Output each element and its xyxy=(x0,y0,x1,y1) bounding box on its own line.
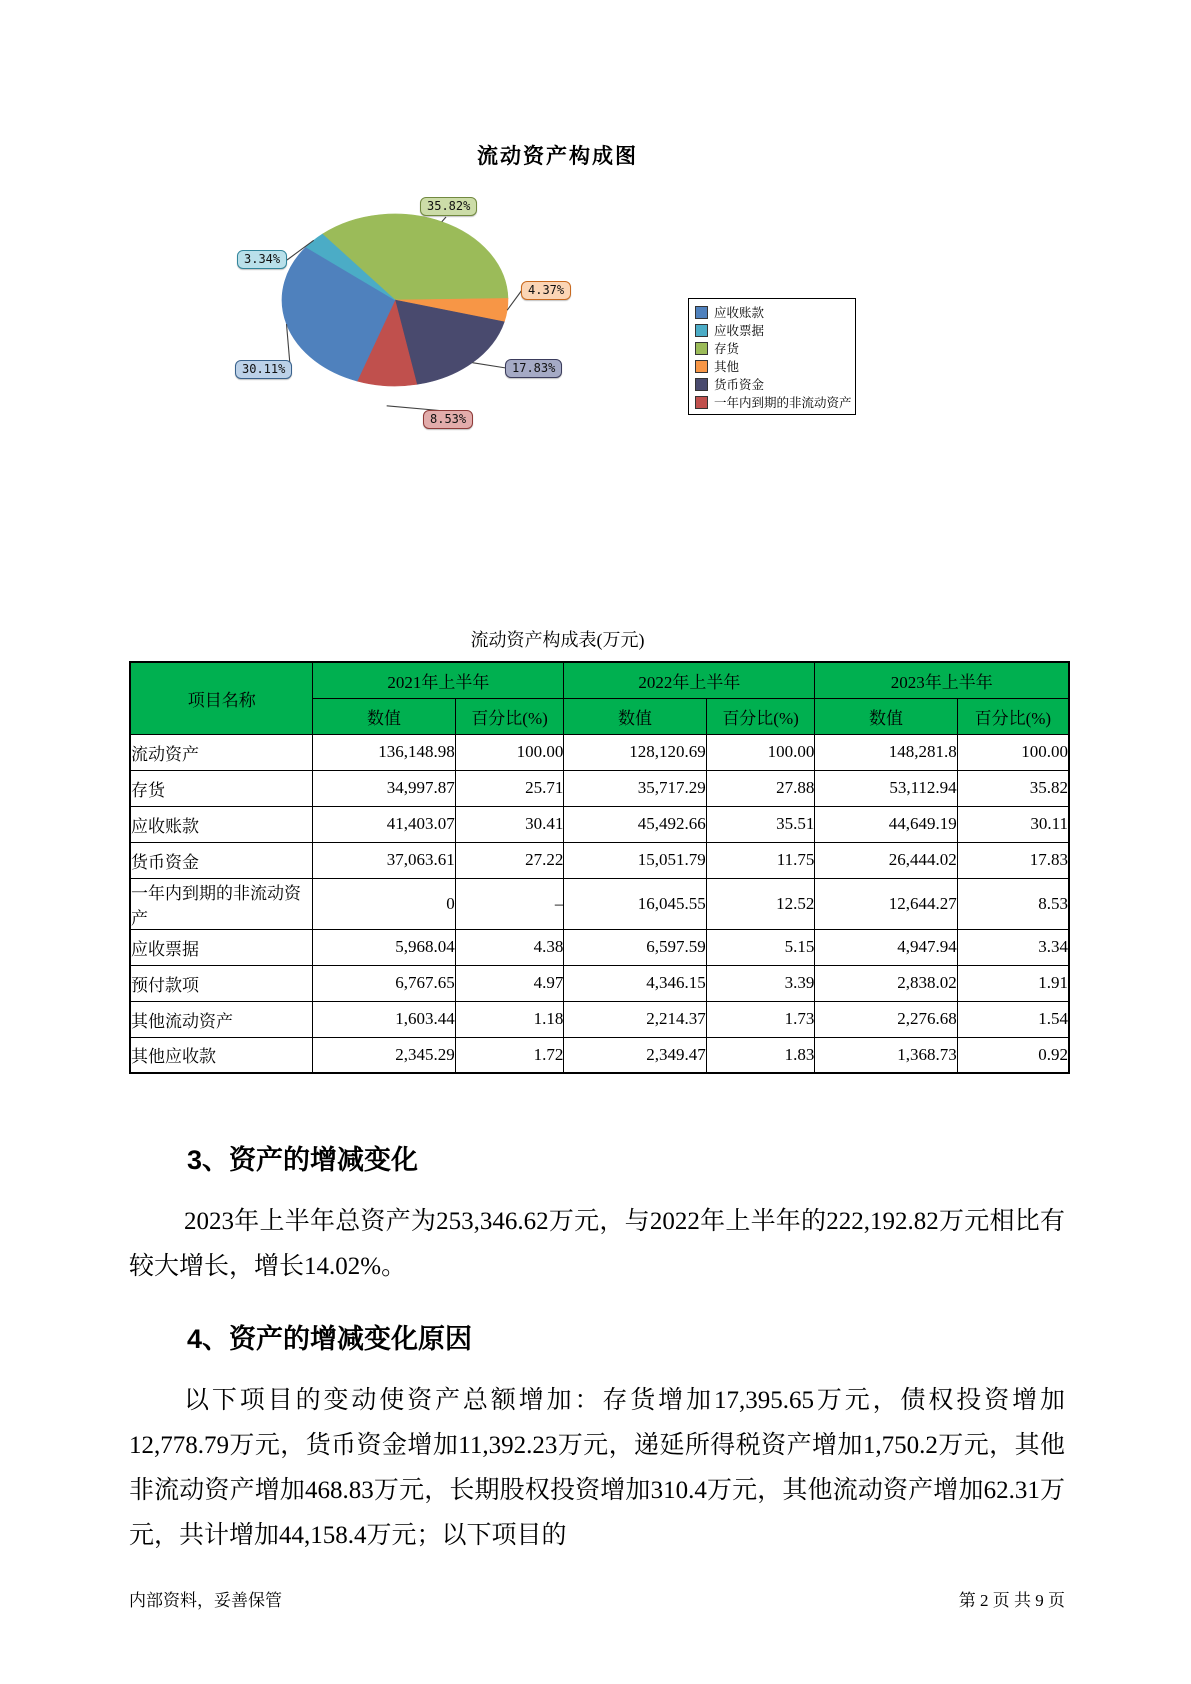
cell-2021-value: 2,345.29 xyxy=(313,1037,455,1073)
row-item-name: 应收票据 xyxy=(130,929,313,965)
cell-2022-pct: 5.15 xyxy=(706,929,815,965)
cell-2022-value: 2,214.37 xyxy=(564,1001,706,1037)
cell-2023-value: 44,649.19 xyxy=(815,806,957,842)
col-header-value: 数值 xyxy=(815,698,957,734)
cell-2021-value: 34,997.87 xyxy=(313,770,455,806)
cell-2021-pct: 100.00 xyxy=(455,734,564,770)
cell-2023-pct: 17.83 xyxy=(957,842,1069,878)
current-assets-table xyxy=(129,661,1070,1074)
footer-page-number: 第 2 页 共 9 页 xyxy=(958,1591,1065,1610)
cell-2023-pct: 35.82 xyxy=(957,770,1069,806)
pie-label-receivables: 30.11% xyxy=(235,360,292,379)
cell-2023-value: 1,368.73 xyxy=(815,1037,957,1073)
section-paragraph-4: 以下项目的变动使资产总额增加：存货增加17,395.65万元，债权投资增加12,778.79万元，货币资金增加11,392.23万元，递延所得税资产增加1,750.2万元，其他非流动资产增加468.83万元，长期股权投资增加310.4万元，其他流动资产增加62.31万元，共计增加44,158.4万元；以下项目的 xyxy=(129,1387,1065,1549)
cell-2023-value: 53,112.94 xyxy=(815,770,957,806)
row-item-name: 其他应收款 xyxy=(130,1037,313,1073)
cell-2021-value: 37,063.61 xyxy=(313,842,455,878)
legend-swatch-noncurrent-due-icon xyxy=(695,396,708,409)
row-item-name: 存货 xyxy=(130,770,313,806)
table-row xyxy=(130,1037,1069,1073)
cell-2023-value: 148,281.8 xyxy=(815,734,957,770)
table-title: 流动资产构成表(万元) xyxy=(470,630,645,650)
table-header-row xyxy=(130,662,1069,698)
legend-label: 一年内到期的非流动资产 xyxy=(714,396,852,410)
legend-swatch-inventory-icon xyxy=(695,342,708,355)
legend-item-inventory xyxy=(695,339,849,357)
col-group-2023: 2023年上半年 xyxy=(815,662,1069,698)
legend-label: 其他 xyxy=(714,360,740,374)
section-heading-3: 3、资产的增减变化 xyxy=(187,1145,419,1175)
table-row xyxy=(130,842,1069,878)
legend-swatch-receivables-icon xyxy=(695,306,708,319)
cell-2023-value: 2,838.02 xyxy=(815,965,957,1001)
cell-2021-pct: 27.22 xyxy=(455,842,564,878)
cell-2021-pct: 30.41 xyxy=(455,806,564,842)
pie-label-notes: 3.34% xyxy=(237,250,287,269)
cell-2023-pct: 8.53 xyxy=(957,878,1069,929)
col-group-2021: 2021年上半年 xyxy=(313,662,564,698)
cell-2021-value: 0 xyxy=(313,878,455,929)
page-footer xyxy=(129,1586,1065,1611)
legend-item-notes xyxy=(695,321,849,339)
cell-2022-pct: 35.51 xyxy=(706,806,815,842)
pie-chart xyxy=(200,170,600,450)
cell-2023-value: 4,947.94 xyxy=(815,929,957,965)
cell-2022-value: 16,045.55 xyxy=(564,878,706,929)
table-row xyxy=(130,1001,1069,1037)
cell-2022-pct: 1.83 xyxy=(706,1037,815,1073)
legend-label: 应收票据 xyxy=(714,324,765,338)
chart-legend xyxy=(688,298,856,415)
table-row xyxy=(130,806,1069,842)
cell-2022-pct: 1.73 xyxy=(706,1001,815,1037)
cell-2022-value: 2,349.47 xyxy=(564,1037,706,1073)
cell-2023-pct: 30.11 xyxy=(957,806,1069,842)
legend-item-cash xyxy=(695,375,849,393)
col-header-value: 数值 xyxy=(564,698,706,734)
cell-2022-value: 128,120.69 xyxy=(564,734,706,770)
cell-2022-pct: 27.88 xyxy=(706,770,815,806)
col-group-2022: 2022年上半年 xyxy=(564,662,815,698)
legend-swatch-other-icon xyxy=(695,360,708,373)
cell-2021-value: 5,968.04 xyxy=(313,929,455,965)
footer-confidential-note: 内部资料，妥善保管 xyxy=(129,1591,282,1610)
row-item-name: 应收账款 xyxy=(130,806,313,842)
cell-2023-pct: 3.34 xyxy=(957,929,1069,965)
cell-2021-value: 6,767.65 xyxy=(313,965,455,1001)
cell-2022-value: 45,492.66 xyxy=(564,806,706,842)
row-item-name: 预付款项 xyxy=(130,965,313,1001)
col-header-pct: 百分比(%) xyxy=(957,698,1069,734)
cell-2021-pct: – xyxy=(455,878,564,929)
cell-2021-value: 1,603.44 xyxy=(313,1001,455,1037)
row-item-name: 货币资金 xyxy=(130,842,313,878)
cell-2023-pct: 0.92 xyxy=(957,1037,1069,1073)
cell-2023-pct: 1.54 xyxy=(957,1001,1069,1037)
cell-2022-value: 35,717.29 xyxy=(564,770,706,806)
legend-item-other xyxy=(695,357,849,375)
legend-item-noncurrent-due xyxy=(695,393,852,411)
cell-2022-pct: 12.52 xyxy=(706,878,815,929)
col-header-pct: 百分比(%) xyxy=(706,698,815,734)
cell-2023-pct: 100.00 xyxy=(957,734,1069,770)
row-item-name: 流动资产 xyxy=(130,734,313,770)
cell-2023-value: 26,444.02 xyxy=(815,842,957,878)
pie-label-noncurrent-due: 8.53% xyxy=(423,410,473,429)
table-row xyxy=(130,929,1069,965)
cell-2023-value: 12,644.27 xyxy=(815,878,957,929)
cell-2023-pct: 1.91 xyxy=(957,965,1069,1001)
cell-2021-pct: 4.97 xyxy=(455,965,564,1001)
section-heading-4: 4、资产的增减变化原因 xyxy=(187,1324,473,1354)
pie-label-inventory: 35.82% xyxy=(420,197,477,216)
cell-2022-pct: 100.00 xyxy=(706,734,815,770)
col-header-item-name: 项目名称 xyxy=(130,662,313,734)
cell-2021-pct: 1.18 xyxy=(455,1001,564,1037)
chart-title: 流动资产构成图 xyxy=(477,145,638,168)
cell-2023-value: 2,276.68 xyxy=(815,1001,957,1037)
table-row xyxy=(130,770,1069,806)
legend-swatch-notes-icon xyxy=(695,324,708,337)
col-header-value: 数值 xyxy=(313,698,455,734)
legend-item-receivables xyxy=(695,303,849,321)
row-item-name: 其他流动资产 xyxy=(130,1001,313,1037)
cell-2021-pct: 4.38 xyxy=(455,929,564,965)
legend-label: 存货 xyxy=(714,342,740,356)
pie-label-other: 4.37% xyxy=(521,281,571,300)
table-row xyxy=(130,878,1069,929)
table-row xyxy=(130,734,1069,770)
cell-2022-pct: 3.39 xyxy=(706,965,815,1001)
cell-2022-pct: 11.75 xyxy=(706,842,815,878)
col-header-pct: 百分比(%) xyxy=(455,698,564,734)
legend-label: 货币资金 xyxy=(714,378,765,392)
cell-2021-pct: 1.72 xyxy=(455,1037,564,1073)
table-row xyxy=(130,965,1069,1001)
cell-2021-value: 136,148.98 xyxy=(313,734,455,770)
cell-2021-pct: 25.71 xyxy=(455,770,564,806)
cell-2022-value: 6,597.59 xyxy=(564,929,706,965)
row-item-name: 一年内到期的非流动资产 xyxy=(130,878,313,929)
text-content xyxy=(129,1138,1065,1558)
cell-2021-value: 41,403.07 xyxy=(313,806,455,842)
cell-2022-value: 15,051.79 xyxy=(564,842,706,878)
cell-2022-value: 4,346.15 xyxy=(564,965,706,1001)
section-paragraph-3: 2023年上半年总资产为253,346.62万元，与2022年上半年的222,192.82万元相比有较大增长，增长14.02%。 xyxy=(129,1208,1065,1280)
legend-label: 应收账款 xyxy=(714,306,765,320)
pie-label-cash: 17.83% xyxy=(505,359,562,378)
legend-swatch-cash-icon xyxy=(695,378,708,391)
table-body xyxy=(130,734,1069,1073)
